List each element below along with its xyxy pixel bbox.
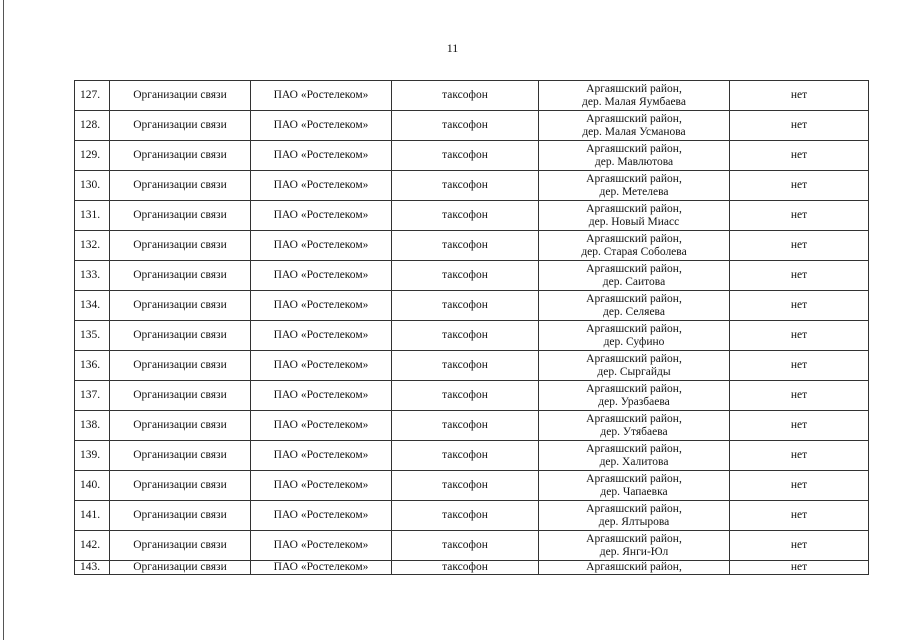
location-line-1: Аргаяшский район, [586, 82, 682, 95]
row-number-cell: 137. [75, 381, 110, 411]
payphone-table [74, 80, 869, 575]
category-cell: Организации связи [110, 501, 251, 531]
organization-cell: ПАО «Ростелеком» [251, 381, 392, 411]
object-type-cell: таксофон [392, 411, 539, 441]
row-number-cell: 135. [75, 321, 110, 351]
object-type-cell: таксофон [392, 141, 539, 171]
row-number-cell: 138. [75, 411, 110, 441]
location-line-1: Аргаяшский район, [586, 382, 682, 395]
value-cell: нет [730, 231, 869, 261]
value-cell: нет [730, 471, 869, 501]
organization-cell: ПАО «Ростелеком» [251, 351, 392, 381]
location-cell [539, 561, 730, 575]
row-number-cell: 131. [75, 201, 110, 231]
row-number-cell: 128. [75, 111, 110, 141]
location-line-2: дер. Халитова [599, 455, 669, 468]
page-number: 11 [446, 41, 459, 55]
table-row [75, 321, 869, 351]
category-cell: Организации связи [110, 81, 251, 111]
location-line-2: дер. Чапаевка [600, 485, 668, 498]
table-row [75, 231, 869, 261]
table-row [75, 81, 869, 111]
object-type-cell: таксофон [392, 381, 539, 411]
row-number-cell: 127. [75, 81, 110, 111]
table-row [75, 201, 869, 231]
location-cell [539, 231, 730, 261]
category-cell: Организации связи [110, 351, 251, 381]
location-cell [539, 471, 730, 501]
value-cell: нет [730, 351, 869, 381]
location-cell [539, 291, 730, 321]
category-cell: Организации связи [110, 471, 251, 501]
table-row [75, 351, 869, 381]
value-cell: нет [730, 141, 869, 171]
location-line-1: Аргаяшский район, [586, 142, 682, 155]
location-line-1: Аргаяшский район, [586, 532, 682, 545]
table-row [75, 531, 869, 561]
location-cell [539, 321, 730, 351]
location-line-2: дер. Саитова [602, 275, 666, 288]
organization-cell: ПАО «Ростелеком» [251, 501, 392, 531]
value-cell: нет [730, 441, 869, 471]
row-number-cell: 136. [75, 351, 110, 381]
row-number-cell: 142. [75, 531, 110, 561]
location-line-1: Аргаяшский район, [586, 262, 682, 275]
value-cell: нет [730, 411, 869, 441]
location-line-2: дер. Малая Усманова [582, 125, 686, 138]
location-cell [539, 501, 730, 531]
value-cell: нет [730, 201, 869, 231]
location-line-1: Аргаяшский район, [586, 112, 682, 125]
table-body [75, 81, 869, 575]
object-type-cell: таксофон [392, 111, 539, 141]
object-type-cell: таксофон [392, 501, 539, 531]
category-cell: Организации связи [110, 381, 251, 411]
object-type-cell: таксофон [392, 471, 539, 501]
location-line-2: дер. Суфино [603, 335, 665, 348]
organization-cell: ПАО «Ростелеком» [251, 291, 392, 321]
organization-cell: ПАО «Ростелеком» [251, 321, 392, 351]
location-line-1: Аргаяшский район, [586, 292, 682, 305]
location-cell [539, 441, 730, 471]
category-cell: Организации связи [110, 261, 251, 291]
category-cell: Организации связи [110, 441, 251, 471]
value-cell: нет [730, 381, 869, 411]
organization-cell: ПАО «Ростелеком» [251, 81, 392, 111]
location-cell [539, 531, 730, 561]
organization-cell: ПАО «Ростелеком» [251, 231, 392, 261]
value-cell: нет [730, 81, 869, 111]
row-number-cell: 143. [75, 561, 110, 575]
object-type-cell: таксофон [392, 561, 539, 575]
location-line-2: дер. Новый Миасс [588, 215, 680, 228]
location-line-2: дер. Метелева [599, 185, 669, 198]
row-number-cell: 133. [75, 261, 110, 291]
row-number-cell: 130. [75, 171, 110, 201]
location-cell [539, 411, 730, 441]
organization-cell: ПАО «Ростелеком» [251, 441, 392, 471]
table-row [75, 261, 869, 291]
table-row [75, 561, 869, 575]
value-cell: нет [730, 111, 869, 141]
organization-cell: ПАО «Ростелеком» [251, 141, 392, 171]
location-line-2: дер. Сыргайды [597, 365, 671, 378]
value-cell: нет [730, 171, 869, 201]
location-line-1: Аргаяшский район, [586, 502, 682, 515]
location-line-2: дер. Уразбаева [598, 395, 670, 408]
organization-cell: ПАО «Ростелеком» [251, 531, 392, 561]
table-row [75, 411, 869, 441]
table-row [75, 381, 869, 411]
row-number-cell: 129. [75, 141, 110, 171]
row-number-cell: 134. [75, 291, 110, 321]
object-type-cell: таксофон [392, 81, 539, 111]
table-row [75, 171, 869, 201]
location-line-1: Аргаяшский район, [586, 412, 682, 425]
table-row [75, 291, 869, 321]
location-line-1: Аргаяшский район, [586, 442, 682, 455]
value-cell: нет [730, 291, 869, 321]
value-cell: нет [730, 561, 869, 575]
location-cell [539, 81, 730, 111]
row-number-cell: 141. [75, 501, 110, 531]
object-type-cell: таксофон [392, 261, 539, 291]
object-type-cell: таксофон [392, 321, 539, 351]
location-line-1: Аргаяшский район, [586, 352, 682, 365]
location-line-1: Аргаяшский район, [586, 232, 682, 245]
location-line-2: дер. Ялтырова [598, 515, 670, 528]
category-cell: Организации связи [110, 411, 251, 441]
location-cell [539, 201, 730, 231]
organization-cell: ПАО «Ростелеком» [251, 471, 392, 501]
value-cell: нет [730, 261, 869, 291]
value-cell: нет [730, 501, 869, 531]
row-number-cell: 140. [75, 471, 110, 501]
location-line-1: Аргаяшский район, [586, 202, 682, 215]
category-cell: Организации связи [110, 141, 251, 171]
row-number-cell: 132. [75, 231, 110, 261]
location-line-1: Аргаяшский район, [586, 472, 682, 485]
object-type-cell: таксофон [392, 351, 539, 381]
table-row [75, 501, 869, 531]
table-row [75, 441, 869, 471]
organization-cell: ПАО «Ростелеком» [251, 261, 392, 291]
location-line-2: дер. Утябаева [600, 425, 668, 438]
category-cell: Организации связи [110, 111, 251, 141]
object-type-cell: таксофон [392, 441, 539, 471]
location-line-2: дер. Янги-Юл [599, 545, 669, 558]
location-line-1: Аргаяшский район, [586, 322, 682, 335]
page-left-edge [3, 0, 4, 640]
value-cell: нет [730, 321, 869, 351]
location-cell [539, 141, 730, 171]
organization-cell: ПАО «Ростелеком» [251, 111, 392, 141]
category-cell: Организации связи [110, 291, 251, 321]
table-row [75, 141, 869, 171]
organization-cell: ПАО «Ростелеком» [251, 171, 392, 201]
location-cell [539, 171, 730, 201]
table-row [75, 111, 869, 141]
organization-cell: ПАО «Ростелеком» [251, 411, 392, 441]
location-line-2: дер. Селяева [603, 305, 665, 318]
object-type-cell: таксофон [392, 171, 539, 201]
category-cell: Организации связи [110, 561, 251, 575]
location-line-1: Аргаяшский район, [586, 172, 682, 185]
object-type-cell: таксофон [392, 531, 539, 561]
category-cell: Организации связи [110, 201, 251, 231]
location-cell [539, 381, 730, 411]
value-cell: нет [730, 531, 869, 561]
location-line-2: дер. Малая Яумбаева [582, 95, 686, 108]
location-cell [539, 351, 730, 381]
location-line-2: дер. Старая Соболева [581, 245, 687, 258]
table-row [75, 471, 869, 501]
row-number-cell: 139. [75, 441, 110, 471]
category-cell: Организации связи [110, 171, 251, 201]
location-cell [539, 111, 730, 141]
organization-cell: ПАО «Ростелеком» [251, 201, 392, 231]
object-type-cell: таксофон [392, 201, 539, 231]
location-line-1: Аргаяшский район, [586, 561, 682, 573]
object-type-cell: таксофон [392, 231, 539, 261]
organization-cell: ПАО «Ростелеком» [251, 561, 392, 575]
location-line-2: дер. Мавлютова [594, 155, 674, 168]
category-cell: Организации связи [110, 531, 251, 561]
location-cell [539, 261, 730, 291]
category-cell: Организации связи [110, 231, 251, 261]
object-type-cell: таксофон [392, 291, 539, 321]
category-cell: Организации связи [110, 321, 251, 351]
